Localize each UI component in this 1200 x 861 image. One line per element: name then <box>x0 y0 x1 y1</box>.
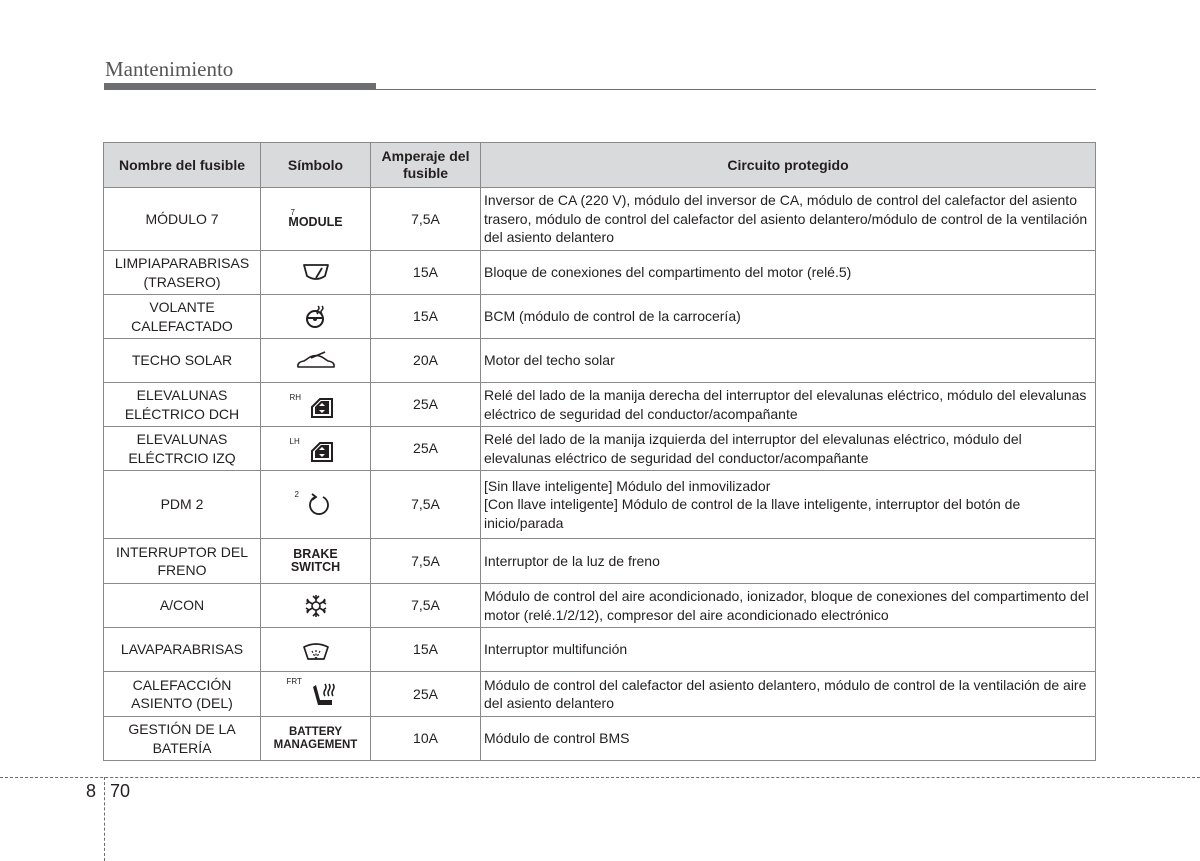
air-conditioning-snowflake-icon <box>304 594 328 618</box>
fuse-amperage: 25A <box>371 672 481 717</box>
table-row <box>104 584 1096 628</box>
table-header-row <box>104 143 1096 188</box>
module-text: MODULE <box>288 215 343 230</box>
symbol-superscript: RH <box>289 392 302 402</box>
table-row <box>104 471 1096 539</box>
fuse-table <box>103 142 1096 761</box>
heated-steering-wheel-icon <box>303 304 329 330</box>
table-row <box>104 539 1096 584</box>
fuse-name: A/CON <box>104 584 261 628</box>
fuse-amperage: 15A <box>371 251 481 295</box>
brake-switch-text: SWITCH <box>290 560 341 574</box>
fuse-name: ELEVALUNAS ELÉCTRICO DCH <box>104 383 261 427</box>
footer-vertical-rule <box>104 777 105 861</box>
power-distribution-icon <box>307 493 331 517</box>
fuse-name: VOLANTE CALEFACTADO <box>104 295 261 339</box>
fuse-name: LAVAPARABRISAS <box>104 628 261 672</box>
fuse-circuit: Módulo de control BMS <box>481 717 1096 761</box>
table-row <box>104 251 1096 295</box>
fuse-name: LIMPIAPARABRISAS (TRASERO) <box>104 251 261 295</box>
windshield-washer-icon <box>301 639 331 661</box>
fuse-amperage: 15A <box>371 295 481 339</box>
fuse-circuit: Módulo de control del aire acondicionado, ionizador, bloque de conexiones del compartimento del motor (relé.1/2/12), compresor del aire acondicionado electrónico <box>481 584 1096 628</box>
sunroof-car-icon <box>295 351 337 371</box>
battery-management-text: MANAGEMENT <box>273 738 358 751</box>
title-rule <box>104 89 1096 90</box>
table-row <box>104 427 1096 471</box>
fuse-amperage: 20A <box>371 339 481 383</box>
symbol-superscript: 7 <box>290 208 295 217</box>
rear-wiper-icon <box>301 262 331 284</box>
fuse-amperage: 7,5A <box>371 539 481 584</box>
fuse-circuit: BCM (módulo de control de la carrocería) <box>481 295 1096 339</box>
symbol-superscript: LH <box>289 436 300 446</box>
power-window-icon <box>310 441 334 463</box>
fuse-name: CALEFACCIÓN ASIENTO (DEL) <box>104 672 261 717</box>
fuse-circuit: Módulo de control del calefactor del asiento delantero, módulo de control de la ventilación de aire del asiento delantero <box>481 672 1096 717</box>
footer-rule <box>0 777 1200 778</box>
header-circuit: Circuito protegido <box>481 143 1096 188</box>
fuse-circuit: Interruptor multifunción <box>481 628 1096 672</box>
fuse-amperage: 7,5A <box>371 471 481 539</box>
table-row <box>104 628 1096 672</box>
fuse-name: PDM 2 <box>104 471 261 539</box>
fuse-amperage: 15A <box>371 628 481 672</box>
power-window-icon <box>310 397 334 419</box>
fuse-name: ELEVALUNAS ELÉCTRCIO IZQ <box>104 427 261 471</box>
fuse-circuit: Relé del lado de la manija izquierda del interruptor del elevalunas eléctrico, módulo del elevalunas eléctrico de seguridad del conductor/acompañante <box>481 427 1096 471</box>
table-row <box>104 188 1096 251</box>
battery-management-symbol <box>266 719 366 759</box>
circuit-line: [Con llave inteligente] Módulo de control de la llave inteligente, interruptor del botón de inicio/parada <box>484 496 1021 531</box>
page-number: 70 <box>110 781 131 801</box>
table-row <box>104 672 1096 717</box>
circuit-line: [Sin llave inteligente] Módulo del inmovilizador <box>484 477 771 494</box>
chapter-number: 8 <box>86 781 97 801</box>
symbol-superscript: FRT <box>286 677 302 687</box>
fuse-circuit: Motor del techo solar <box>481 339 1096 383</box>
table-row <box>104 295 1096 339</box>
brake-switch-text: BRAKE <box>293 546 338 561</box>
fuse-circuit: Relé del lado de la manija derecha del interruptor del elevalunas eléctrico, módulo del elevalunas eléctrico de seguridad del conductor/acompañante <box>481 383 1096 427</box>
table-row <box>104 339 1096 383</box>
fuse-circuit <box>481 471 1096 539</box>
table-row <box>104 717 1096 761</box>
fuse-amperage: 10A <box>371 717 481 761</box>
fuse-name: GESTIÓN DE LA BATERÍA <box>104 717 261 761</box>
module-symbol <box>266 199 366 239</box>
header-name: Nombre del fusible <box>104 143 261 188</box>
fuse-name: INTERRUPTOR DEL FRENO <box>104 539 261 584</box>
fuse-amperage: 25A <box>371 427 481 471</box>
fuse-name: TECHO SOLAR <box>104 339 261 383</box>
battery-management-text: BATTERY <box>288 725 342 738</box>
table-row <box>104 383 1096 427</box>
fuse-amperage: 7,5A <box>371 584 481 628</box>
fuse-circuit: Interruptor de la luz de freno <box>481 539 1096 584</box>
fuse-amperage: 7,5A <box>371 188 481 251</box>
section-title: Mantenimiento <box>105 57 234 81</box>
fuse-amperage: 25A <box>371 383 481 427</box>
header-amperage: Amperaje del fusible <box>371 143 481 188</box>
heated-seat-icon <box>310 682 338 710</box>
header-symbol: Símbolo <box>261 143 371 188</box>
fuse-circuit: Bloque de conexiones del compartimento del motor (relé.5) <box>481 251 1096 295</box>
fuse-circuit: Inversor de CA (220 V), módulo del inversor de CA, módulo de control del calefactor del asiento trasero, módulo de control del calefactor del asiento delantero/módulo de control de la ventilación del asiento delantero <box>481 188 1096 251</box>
fuse-name: MÓDULO 7 <box>104 188 261 251</box>
symbol-superscript: 2 <box>294 489 299 499</box>
brake-switch-symbol <box>266 541 366 581</box>
